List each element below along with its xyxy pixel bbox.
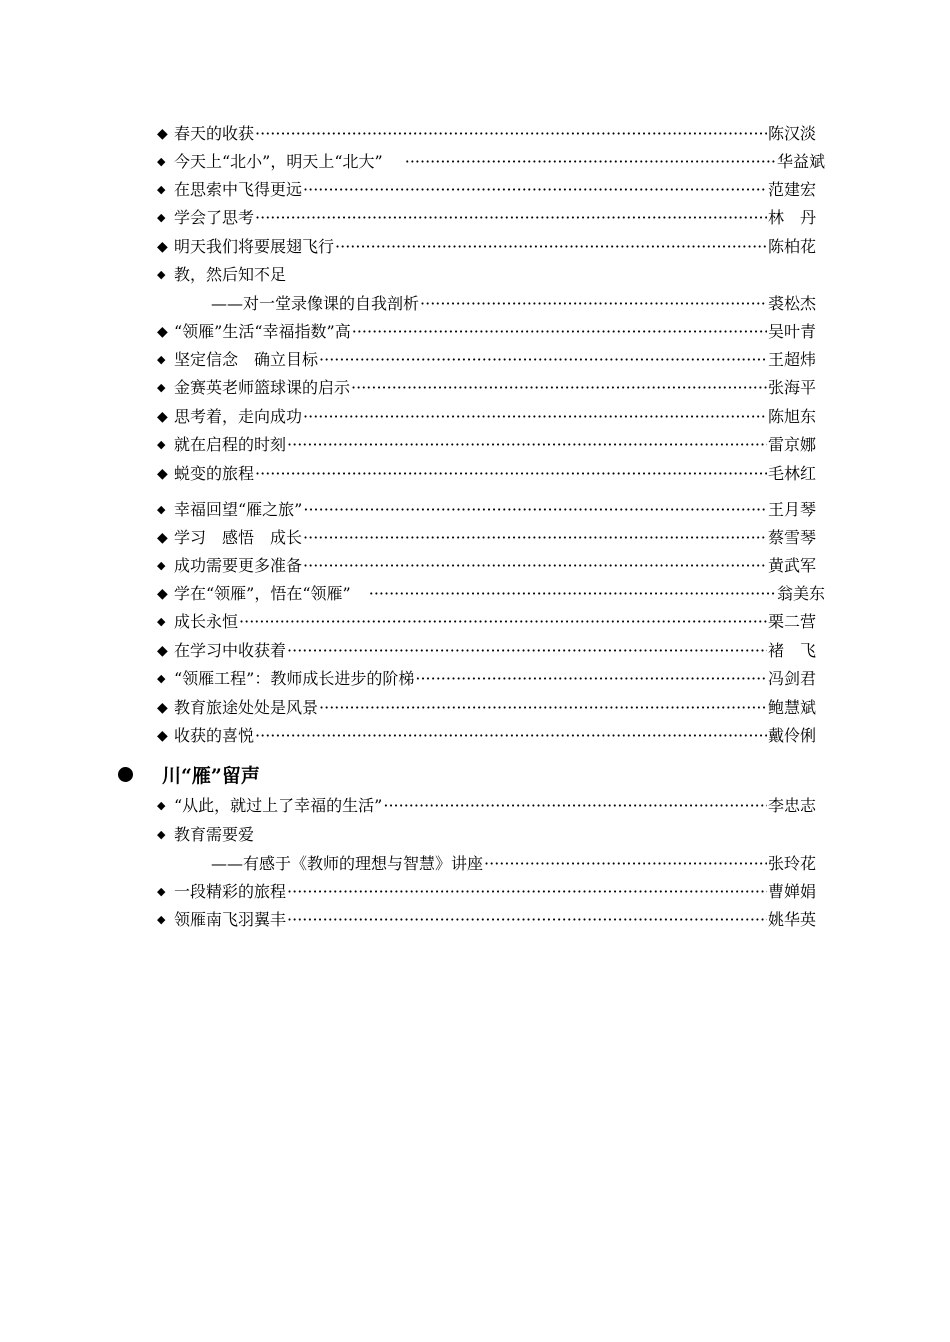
entry-author: 王月琴 [768, 500, 817, 519]
entry-title: 学会了思考 [174, 208, 255, 227]
entry-author: 毛林红 [768, 464, 817, 483]
entry-author: 陈柏花 [768, 237, 817, 256]
entry-title: “领雁工程”：教师成长进步的阶梯 [174, 669, 415, 688]
leader-dots [287, 435, 767, 455]
toc-subentry[interactable] [211, 850, 824, 874]
black-diamond-icon: ◆ [157, 183, 166, 196]
black-diamond-icon: ◆ [157, 828, 166, 841]
entry-title: 金赛英老师篮球课的启示 [174, 378, 351, 397]
toc-entry[interactable] [157, 496, 824, 520]
black-diamond-icon: ◆ [157, 324, 168, 340]
leader-dots [319, 350, 767, 370]
entry-author: 华益斌 [777, 152, 826, 171]
entry-author: 王超炜 [768, 350, 817, 369]
leader-dots [287, 882, 767, 902]
entry-author: 裘松杰 [768, 294, 817, 313]
entry-title: 成长永恒 [174, 612, 239, 631]
entry-title: 在思索中飞得更远 [174, 180, 303, 199]
toc-entry[interactable] [157, 821, 824, 845]
toc-entry[interactable] [157, 665, 824, 689]
entry-author: 鲍慧斌 [768, 698, 817, 717]
leader-dots [415, 669, 767, 689]
black-diamond-icon: ◆ [157, 409, 168, 425]
entry-title: 在学习中收获着 [174, 641, 287, 660]
entry-title: “从此，就过上了幸福的生活” [174, 796, 383, 815]
toc-entry[interactable] [157, 346, 824, 370]
toc-entry[interactable] [157, 524, 824, 548]
black-diamond-icon: ◆ [157, 239, 168, 255]
entry-author: 蔡雪琴 [768, 528, 817, 547]
leader-dots [352, 322, 767, 342]
black-diamond-icon: ◆ [157, 615, 166, 628]
entry-title: 学在“领雁”，悟在“领雁” [174, 584, 351, 603]
leader-dots [303, 407, 767, 427]
black-diamond-icon: ◆ [157, 700, 168, 716]
entry-author: 冯剑君 [768, 669, 817, 688]
leader-dots [303, 528, 767, 548]
leader-dots [335, 237, 767, 257]
leader-dots [484, 854, 767, 874]
entry-title: 教育需要爱 [174, 825, 255, 844]
black-diamond-icon: ◆ [157, 799, 166, 812]
section-heading[interactable] [118, 759, 260, 789]
entry-title: 蜕变的旅程 [174, 464, 255, 483]
toc-entry[interactable] [157, 176, 824, 200]
entry-title: 坚定信念 确立目标 [174, 350, 319, 369]
entry-author: 张海平 [768, 378, 817, 397]
entry-author: 李忠志 [768, 796, 817, 815]
toc-entry[interactable] [157, 906, 824, 930]
toc-entry[interactable] [157, 608, 824, 632]
leader-dots [383, 796, 767, 816]
black-diamond-icon: ◆ [157, 672, 166, 685]
entry-author: 范建宏 [768, 180, 817, 199]
toc-entry[interactable] [157, 204, 824, 228]
black-diamond-icon: ◆ [157, 438, 166, 451]
entry-author: 陈旭东 [768, 407, 817, 426]
toc-entry[interactable] [157, 637, 824, 661]
toc-entry[interactable] [157, 233, 824, 257]
black-circle-icon [118, 767, 133, 782]
section-title: 川“雁”留声 [162, 764, 260, 787]
entry-title: 明天我们将要展翅飞行 [174, 237, 335, 256]
entry-title: 思考着，走向成功 [174, 407, 303, 426]
leader-dots [303, 500, 767, 520]
entry-author: 戴伶俐 [768, 726, 817, 745]
entry-author: 陈汉淡 [768, 124, 817, 143]
black-diamond-icon: ◆ [157, 353, 166, 366]
entry-subtitle: ——有感于《教师的理想与智慧》讲座 [211, 854, 484, 873]
toc-entry[interactable] [157, 460, 824, 484]
black-diamond-icon: ◆ [157, 155, 166, 168]
entry-title: 幸福回望“雁之旅” [174, 500, 303, 519]
toc-entry[interactable] [157, 148, 833, 172]
toc-subentry[interactable] [211, 290, 824, 314]
entry-title: 教，然后知不足 [174, 265, 287, 284]
black-diamond-icon: ◆ [157, 381, 166, 394]
toc-entry[interactable] [157, 403, 824, 427]
toc-entry[interactable] [157, 878, 824, 902]
leader-dots [351, 378, 767, 398]
entry-title: “领雁”生活“幸福指数”高 [174, 322, 351, 341]
entry-author: 张玲花 [768, 854, 817, 873]
entry-author: 林 丹 [768, 208, 817, 227]
black-diamond-icon: ◆ [157, 268, 166, 281]
leader-dots [319, 698, 767, 718]
entry-author: 翁美东 [777, 584, 826, 603]
entry-author: 雷京娜 [768, 435, 817, 454]
toc-entry[interactable] [157, 694, 824, 718]
black-diamond-icon: ◆ [157, 559, 166, 572]
entry-author: 姚华英 [768, 910, 817, 929]
entry-author: 黄武军 [768, 556, 817, 575]
entry-author: 褚 飞 [768, 641, 817, 660]
leader-dots [287, 910, 767, 930]
toc-entry[interactable] [157, 120, 824, 144]
entry-author: 栗二营 [768, 612, 817, 631]
entry-title: 领雁南飞羽翼丰 [174, 910, 287, 929]
black-diamond-icon: ◆ [157, 643, 168, 659]
black-diamond-icon: ◆ [157, 728, 168, 744]
black-diamond-icon: ◆ [157, 503, 166, 516]
leader-dots [287, 641, 767, 661]
entry-title: 学习 感悟 成长 [174, 528, 303, 547]
leader-dots [369, 584, 776, 604]
entry-title: 收获的喜悦 [174, 726, 255, 745]
entry-author: 吴叶青 [768, 322, 817, 341]
toc-entry[interactable] [157, 792, 824, 816]
black-diamond-icon: ◆ [157, 466, 168, 482]
black-diamond-icon: ◆ [157, 913, 166, 926]
leader-dots [405, 152, 776, 172]
toc-entry[interactable] [157, 374, 824, 398]
entry-title: 春天的收获 [174, 124, 255, 143]
black-diamond-icon: ◆ [157, 530, 168, 546]
toc-entry[interactable] [157, 261, 824, 285]
entry-title: 教育旅途处处是风景 [174, 698, 319, 717]
entry-title: 就在启程的时刻 [174, 435, 287, 454]
toc-entry[interactable] [157, 722, 824, 746]
black-diamond-icon: ◆ [157, 885, 166, 898]
entry-title: 一段精彩的旅程 [174, 882, 287, 901]
entry-author: 曹婵娟 [768, 882, 817, 901]
leader-dots [255, 124, 767, 144]
leader-dots [239, 612, 767, 632]
entry-title: 今天上“北小”，明天上“北大” [174, 152, 383, 171]
leader-dots [255, 208, 767, 228]
toc-entry[interactable] [157, 552, 824, 576]
leader-dots [255, 726, 767, 746]
leader-dots [255, 464, 767, 484]
toc-entry[interactable] [157, 580, 833, 604]
leader-dots [303, 556, 767, 576]
black-diamond-icon: ◆ [157, 211, 166, 224]
leader-dots [303, 180, 767, 200]
leader-dots [420, 294, 767, 314]
toc-entry[interactable] [157, 431, 824, 455]
entry-title: 成功需要更多准备 [174, 556, 303, 575]
toc-entry[interactable] [157, 318, 824, 342]
black-diamond-icon: ◆ [157, 586, 168, 602]
black-diamond-icon: ◆ [157, 126, 168, 142]
entry-subtitle: ——对一堂录像课的自我剖析 [211, 294, 420, 313]
